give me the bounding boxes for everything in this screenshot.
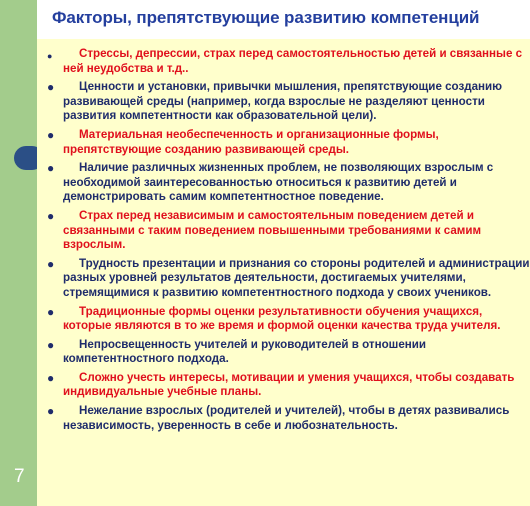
factor-text: Нежелание взрослых (родителей и учителей), чтобы в детях развивались независимость, уверенность в себе и любознательность. bbox=[63, 404, 510, 432]
factor-list bbox=[37, 39, 530, 433]
bullet-icon: ● bbox=[47, 161, 55, 176]
factor-item-7 bbox=[45, 305, 530, 334]
bullet-icon: ● bbox=[47, 80, 55, 95]
slide-sidebar bbox=[0, 0, 37, 506]
factor-text: Страх перед независимым и самостоятельным поведением детей и связанными с таким поведением повышенными требованиями к самим взрослым. bbox=[63, 208, 482, 252]
bullet-icon: ● bbox=[47, 304, 55, 319]
factor-text: Наличие различных жизненных проблем, не позволяющих взрослым с необходимой заинтересованностью относиться к развитию детей и демонстрировать самим компетентностное поведение. bbox=[63, 161, 494, 204]
bullet-icon: ● bbox=[47, 127, 55, 142]
bullet-icon: ● bbox=[47, 370, 55, 385]
factor-text: Трудность презентации и признания со стороны родителей и администрации разных уровней результатов деятельности, достигаемых учителями, стремящимися к развитию компетентностного подхода у своих учеников. bbox=[63, 256, 530, 299]
factor-item-2 bbox=[45, 80, 530, 124]
bullet-icon: ● bbox=[47, 404, 55, 419]
factor-item-5 bbox=[45, 209, 530, 253]
factor-item-3 bbox=[45, 128, 530, 157]
slide-title: Факторы, препятствующие развитию компетенций bbox=[52, 8, 480, 27]
slide-number: 7 bbox=[14, 466, 25, 487]
content-panel bbox=[37, 39, 530, 506]
factor-text: Непросвещенность учителей и руководителей в отношении компетентностного подхода. bbox=[63, 337, 427, 366]
bullet-icon: ● bbox=[47, 208, 55, 223]
factor-item-1 bbox=[45, 47, 530, 76]
factor-text: Сложно учесть интересы, мотивации и умения учащихся, чтобы создавать индивидуальные учебные планы. bbox=[63, 370, 515, 399]
factor-item-10 bbox=[45, 404, 530, 433]
bullet-icon: ● bbox=[47, 337, 55, 352]
factor-text: Стрессы, депрессии, страх перед самостоятельностью детей и связанные с ней неудобства и т.д.. bbox=[63, 47, 523, 75]
factor-item-9 bbox=[45, 371, 530, 400]
bullet-icon: ● bbox=[47, 51, 53, 61]
factor-item-4 bbox=[45, 161, 530, 205]
factor-text: Материальная необеспеченность и организационные формы, препятствующие созданию развивающей среды. bbox=[63, 127, 439, 156]
factor-text: Ценности и установки, привычки мышления, препятствующие созданию развивающей среды (например, когда взрослые не разделяют ценности развития компетентности как образовательной цели). bbox=[63, 80, 503, 123]
factor-text: Традиционные формы оценки результативности обучения учащихся, которые являются в то же время и формой оценки качества труда учителя. bbox=[63, 304, 501, 333]
factor-item-6 bbox=[45, 257, 530, 301]
bullet-icon: ● bbox=[47, 256, 55, 271]
factor-item-8 bbox=[45, 338, 530, 367]
